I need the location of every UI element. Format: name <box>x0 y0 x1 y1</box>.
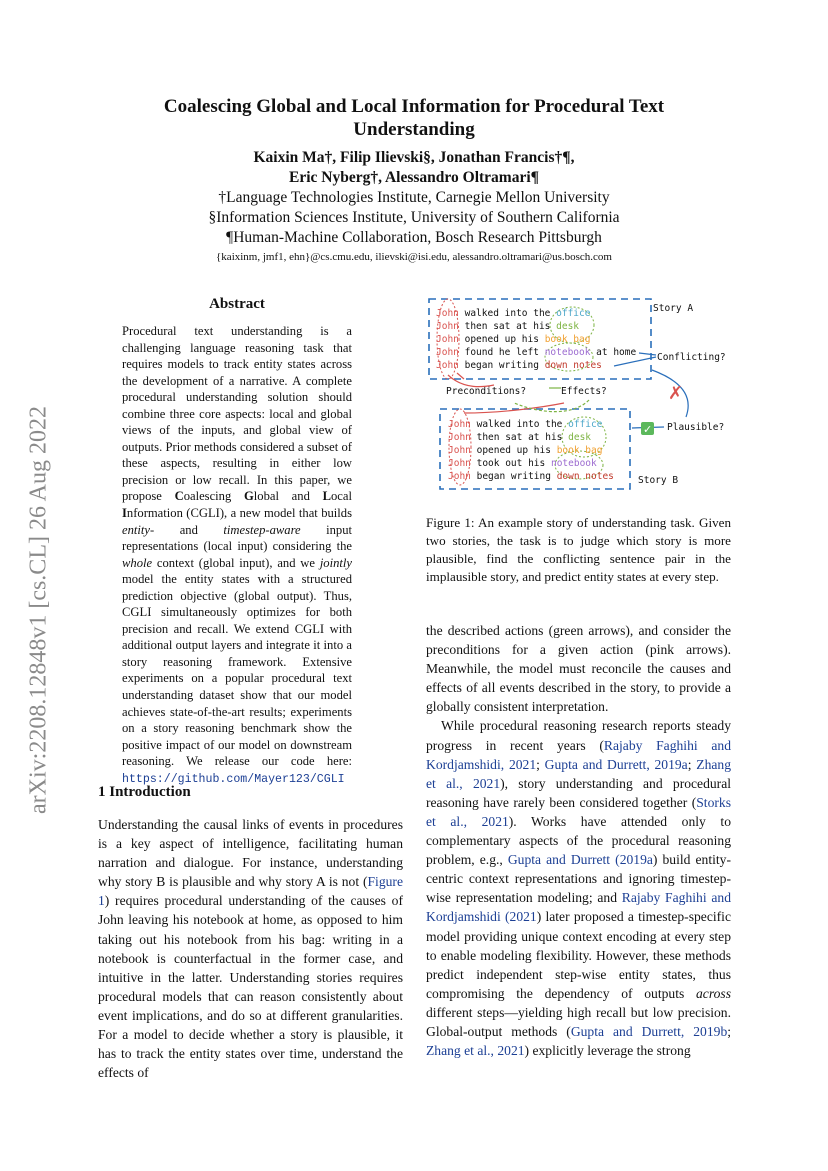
conflicting-arrow <box>639 353 656 355</box>
story-a-lines <box>436 308 636 371</box>
body-text: ). Works have attended only to complementary aspects of the procedural reasoning problem, e.g., <box>426 813 731 868</box>
story-b-line: John walked into the office <box>448 419 603 430</box>
citation-authors: Rajaby Faghihi and Kordjamshidi <box>426 737 732 772</box>
abstract-text: nformation (CGLI), a new model that builds <box>126 506 352 521</box>
figure-1-diagram <box>424 295 734 495</box>
abstract-text: model the entity states with a structured prediction objective (global output). Thus, CGLI simultaneously optimizes for both precision and recall. We extend CGLI with additional output layers and integrate it into a story reasoning framework. Extensive experiments on a popular procedural text understanding dataset show that our model achieves state-of-the-art results; experiments on a story reasoning benchmark show the positive impact of our model on downstream reasoning. We release our code here: <box>122 572 352 769</box>
body-text: ), story understanding and procedural reasoning have rarely been considered together ( <box>426 775 732 810</box>
body-text: ) requires procedural understanding of the causes of John leaving his notebook at home, as opposed to him taking out his notebook from his bag: writing in a notebook is counterfactual in the former case, and intuitive in the latter. Understanding stories requires procedural models that can reason consistently about event implications, and do so at different granularities. For a model to decide whether a story is plausible, it has to track the entity states over time, understand the effects of <box>98 893 403 1081</box>
authors-line-1: Kaixin Ma†, Filip Ilievski§, Jonathan Francis†¶, <box>253 149 575 166</box>
abstract-text: Procedural text understanding is a challenging language reasoning task that requires models to track entity states across the development of a narrative. A complete procedural understanding solution should combine three core aspects: local and global views of the inputs, and global view of outputs. Prior methods considered a subset of these aspects, resulting in either low precision or low recall. In this paper, we propose <box>122 324 352 504</box>
check-icon: ✓ <box>643 423 653 436</box>
body-text: ) explicitly leverage the strong <box>524 1043 691 1059</box>
citation-year: 2021 <box>497 1043 525 1059</box>
citation-year: 2021 <box>509 909 537 925</box>
cross-icon: ✗ <box>668 383 684 404</box>
affiliation-3: ¶Human-Machine Collaboration, Bosch Research Pittsburgh <box>226 229 602 246</box>
story-b-line: John opened up his book bag <box>448 445 603 456</box>
story-b-line: John took out his notebook <box>448 458 597 469</box>
figure-1 <box>424 295 734 495</box>
citation-link[interactable]: Zhang et al., 2021 <box>426 1043 525 1059</box>
body-text: different steps—yielding high recall but low precision. Global-output methods ( <box>426 1004 731 1039</box>
figure-ref-link[interactable]: Figure 1 <box>98 874 403 909</box>
authors-line-2: Eric Nyberg†, Alessandro Oltramari¶ <box>288 169 540 186</box>
citation-authors: Gupta and Durrett <box>507 852 611 868</box>
title-line-1: Coalescing Global and Local Information for Procedural Text <box>163 96 665 117</box>
abstract-text: context (global input), and we <box>152 555 320 570</box>
citation-year: 2021 <box>472 775 501 791</box>
affiliations <box>100 188 728 248</box>
story-a-line: John walked into the office <box>436 308 591 319</box>
title-line-2: Understanding <box>353 119 475 140</box>
arxiv-sidebar <box>22 370 56 850</box>
author-emails: {kaixinm, jmf1, ehn}@cs.cmu.edu, ilievski@isi.edu, alessandro.oltramari@us.bosch.com <box>216 251 612 263</box>
story-a-line: John found he left notebook at home <box>436 347 637 358</box>
body-text: ; <box>727 1023 732 1039</box>
abstract-text: lobal and <box>253 489 323 504</box>
citation-link[interactable]: Gupta and Durrett, 2019a <box>544 756 688 772</box>
abstract-text: ocal <box>331 489 352 504</box>
abstract-bold: C <box>174 489 184 504</box>
citation-year: 2021 <box>508 756 537 772</box>
abstract-italic: entity- <box>122 522 155 537</box>
story-a-line: John began writing down notes <box>436 360 602 371</box>
citation-authors: Storks et al. <box>426 794 731 829</box>
abstract-italic: whole <box>122 555 153 570</box>
citation-link[interactable]: Gupta and Durrett (2019a <box>507 852 653 868</box>
story-b-lines <box>448 419 614 482</box>
citation-link[interactable]: Rajaby Faghihi and Kordjamshidi (2021 <box>426 890 732 925</box>
story-a-line: John opened up his book bag <box>436 334 591 345</box>
citation-authors: Gupta and Durrett <box>570 1023 681 1039</box>
story-a-line: John then sat at his desk <box>436 321 580 332</box>
abstract-text: oalescing <box>183 489 244 504</box>
citation-link[interactable]: Storks et al., 2021 <box>426 794 731 829</box>
citation-year: 2019a <box>619 852 653 868</box>
body-italic: across <box>696 985 731 1001</box>
body-text: ; <box>536 756 545 772</box>
abstract-italic: jointly <box>319 555 352 570</box>
plausible-label: Plausible? <box>667 422 725 433</box>
code-link[interactable]: https://github.com/Mayer123/CGLI <box>122 772 345 786</box>
citation-authors: Zhang et al. <box>426 756 731 791</box>
paper-title <box>100 95 728 141</box>
abstract-bold: G <box>243 489 254 504</box>
story-b-line: John began writing down notes <box>448 471 614 482</box>
story-b-line: John then sat at his desk <box>448 432 592 443</box>
citation-year: 2021 <box>481 813 509 829</box>
abstract-text: input representations (local input) considering the <box>122 522 353 554</box>
abstract-bold: L <box>322 489 331 504</box>
precondition-arrow <box>448 375 494 387</box>
section-heading-introduction: 1 Introduction <box>98 784 191 800</box>
intro-right-column <box>426 621 731 1060</box>
conflicting-label: Conflicting? <box>657 352 726 363</box>
paragraph: the described actions (green arrows), and consider the preconditions for a given action (pink arrows). Meanwhile, the model must reconcile the causes and effects of all events described in the story, to provide a globally consistent interpretation. <box>426 623 731 715</box>
authors <box>100 148 728 188</box>
body-text: ) later proposed a timestep-specific model providing unique context encoding at every step to enable modeling flexibility. However, these methods predict independent step-wise entity states, thus compromising the dependency of outputs <box>426 909 731 1001</box>
citation-link[interactable]: Gupta and Durrett, 2019b <box>570 1023 728 1039</box>
story-b-label: Story B <box>638 475 679 486</box>
body-text: Understanding the causal links of events in procedures is a key aspect of intelligence, facilitating human narration and dialogue. For instance, understanding why story B is plausible and why story A is not ( <box>98 817 403 890</box>
precondition-arrow <box>457 373 464 379</box>
citation-link[interactable]: Rajaby Faghihi and Kordjamshidi, 2021 <box>426 737 732 772</box>
body-text: ) build entity-centric context representations and ignoring timestep-wise representation modeling; and <box>426 852 731 906</box>
citation-year: 2019a <box>654 756 688 772</box>
citation-link[interactable]: Zhang et al., 2021 <box>426 756 731 791</box>
affiliation-1: †Language Technologies Institute, Carnegie Mellon University <box>218 189 610 206</box>
abstract-heading: Abstract <box>209 296 265 312</box>
story-a-label: Story A <box>653 303 694 314</box>
abstract-bold: I <box>122 506 127 521</box>
effects-label: Effects? <box>561 386 607 397</box>
abstract-text: and <box>154 522 224 537</box>
citation-authors: Gupta and Durrett <box>544 756 647 772</box>
citation-authors: Zhang et al. <box>426 1043 491 1059</box>
citation-authors: Rajaby Faghihi and Kordjamshidi <box>426 890 732 925</box>
citation-year: 2019b <box>693 1023 728 1039</box>
abstract-body <box>122 323 352 788</box>
arxiv-id: arXiv:2208.12848v1 [cs.CL] 26 Aug 2022 <box>25 406 52 814</box>
body-text: While procedural reasoning research reports steady progress in recent years ( <box>426 718 731 753</box>
conflicting-arrow <box>614 357 656 366</box>
body-text: ; <box>687 756 697 772</box>
abstract-italic: timestep-aware <box>223 522 301 537</box>
affiliation-2: §Information Sciences Institute, University of Southern California <box>208 209 620 226</box>
preconditions-label: Preconditions? <box>446 386 527 397</box>
figure-1-caption: Figure 1: An example story of understanding task. Given two stories, the task is to judge which story is more plausible, find the conflicting sentence pair in the implausible story, and predict entity states at every step. <box>426 515 731 584</box>
paragraph <box>426 716 731 1060</box>
intro-left-column <box>98 815 403 1082</box>
